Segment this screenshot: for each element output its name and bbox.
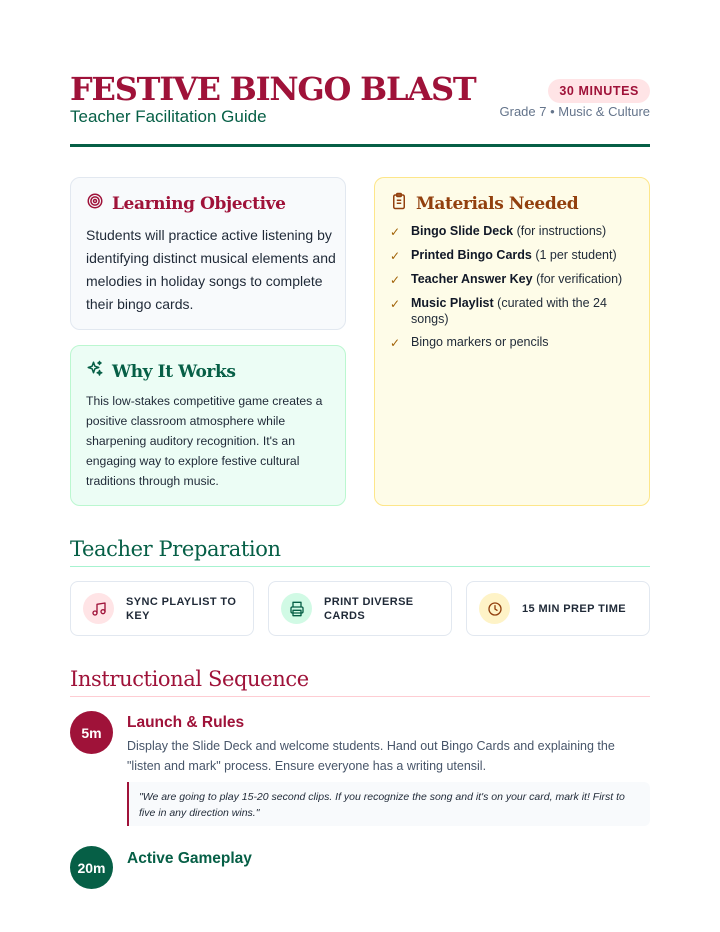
check-icon: ✓ [390,225,401,239]
music-note-icon [83,593,114,624]
learning-objective-card [70,177,346,330]
preparation-divider [70,566,650,567]
prep-item-label: 15 MIN PREP TIME [522,602,626,615]
material-note: (curated with the 24 songs) [411,296,607,326]
sequence-divider [70,696,650,697]
header-divider [70,144,650,147]
step-description: Display the Slide Deck and welcome students. Hand out Bingo Cards and explaining the "listen and mark" process. Ensure everyone has a writing utensil. [127,739,615,773]
material-note: (for instructions) [513,224,607,238]
materials-list [390,223,640,358]
prep-item-label: SYNC PLAYLIST TO KEY [126,595,237,622]
step-title: Active Gameplay [127,850,252,867]
list-item [390,223,640,240]
materials-header [390,192,578,215]
page-title: FESTIVE BINGO BLAST [70,70,476,108]
clock-icon [479,593,510,624]
check-icon: ✓ [390,336,401,350]
check-icon: ✓ [390,297,401,311]
step-title: Launch & Rules [127,714,245,731]
material-note: Bingo markers or pencils [411,335,549,349]
sparkles-icon [86,360,104,383]
target-icon [86,192,104,215]
material-name: Teacher Answer Key [411,272,533,286]
learning-objective-title: Learning Objective [112,193,286,214]
learning-objective-header [86,192,286,215]
materials-title: Materials Needed [416,193,579,214]
list-item [390,271,640,288]
clipboard-icon [390,192,408,215]
duration-badge: 30 MINUTES [548,79,650,103]
teacher-script-quote: "We are going to play 15-20 second clips. If you recognize the song and it's on your card, mark it! First to five in any direction wins." [127,782,650,826]
step-time-badge: 5m [70,711,113,754]
why-it-works-card [70,345,346,506]
prep-item-sync-playlist [70,581,254,636]
teacher-preparation-heading: Teacher Preparation [70,537,281,561]
material-note: (for verification) [532,272,623,286]
page-subtitle: Teacher Facilitation Guide [70,107,267,126]
why-it-works-header [86,360,236,383]
material-name: Printed Bingo Cards [411,248,532,262]
check-icon: ✓ [390,249,401,263]
prep-item-print-cards [268,581,452,636]
why-it-works-text: This low-stakes competitive game creates a positive classroom atmosphere while sharpening auditory recognition. It's an engaging way to explore festive cultural traditions through music. [86,394,323,488]
material-name: Bingo Slide Deck [411,224,514,238]
list-item [390,295,640,327]
material-name: Music Playlist [411,296,494,310]
grade-meta: Grade 7 • Music & Culture [499,104,650,119]
instructional-sequence-heading: Instructional Sequence [70,667,309,691]
step-time-badge: 20m [70,846,113,889]
material-note: (1 per student) [531,248,617,262]
prep-item-label: PRINT DIVERSE CARDS [324,595,414,622]
learning-objective-text: Students will practice active listening by identifying distinct musical elements and melodies in holiday songs to complete their bingo cards. [86,227,336,312]
prep-item-prep-time [466,581,650,636]
materials-card [374,177,650,506]
why-it-works-title: Why It Works [112,361,236,382]
printer-icon [281,593,312,624]
list-item [390,247,640,264]
list-item [390,334,640,351]
check-icon: ✓ [390,273,401,287]
